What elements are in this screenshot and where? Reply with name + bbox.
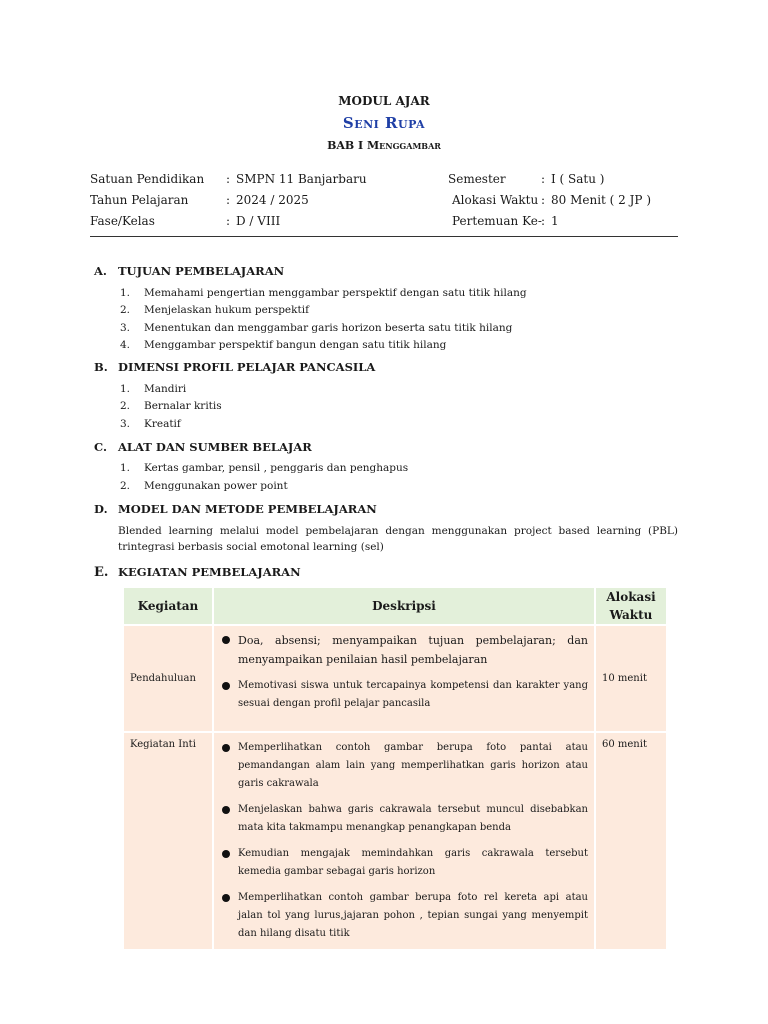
- list-item: Memperlihatkan contoh gambar berupa foto rel kereta api atau jalan tol yang lurus,jajaran pohon , tepian sungai yang menyempit dan hilang disatu titik: [220, 889, 588, 943]
- satuan-label: Satuan Pendidikan: [90, 172, 205, 186]
- row-kegiatan: Pendahuluan: [124, 626, 212, 731]
- fase-sep: :: [226, 214, 231, 228]
- alokasi-sep: :: [541, 193, 546, 207]
- pertemuan-sep: :: [541, 214, 546, 228]
- list-item: Memperlihatkan contoh gambar berupa foto pantai atau pemandangan alam lain yang memperlihatkan garis horizon atau garis cakrawala: [220, 739, 588, 793]
- header-alokasi: Alokasi Waktu: [596, 588, 666, 624]
- list-item: 2. Bernalar kritis: [120, 400, 222, 412]
- list-item: Doa, absensi; menyampaikan tujuan pembelajaran; dan menyampaikan penilaian hasil pembelajaran: [220, 631, 588, 669]
- header-divider: [90, 236, 678, 237]
- list-item: Kemudian mengajak memindahkan garis cakrawala tersebut kemedia gambar sebagai garis horizon: [220, 845, 588, 881]
- list-item: 3. Kreatif: [120, 418, 181, 430]
- satuan-value: SMPN 11 Banjarbaru: [236, 172, 367, 186]
- table-header-row: [124, 588, 666, 624]
- list-item: 2. Menjelaskan hukum perspektif: [120, 304, 309, 316]
- section-e-heading: E. KEGIATAN PEMBELAJARAN: [94, 565, 301, 580]
- subject-title: Seni Rupa: [342, 114, 426, 132]
- list-item: 1. Mandiri: [120, 383, 187, 395]
- row-deskripsi: [214, 626, 594, 731]
- pertemuan-label: Pertemuan Ke-: [452, 214, 542, 228]
- satuan-sep: :: [226, 172, 231, 186]
- section-c-heading: C. ALAT DAN SUMBER BELAJAR: [94, 440, 312, 454]
- fase-label: Fase/Kelas: [90, 214, 155, 228]
- bullet-icon: [222, 636, 230, 644]
- section-a-heading: A. TUJUAN PEMBELAJARAN: [94, 264, 285, 278]
- bullet-icon: [222, 850, 230, 858]
- activities-table: [122, 586, 668, 951]
- semester-label: Semester: [448, 172, 506, 186]
- list-item: 1. Kertas gambar, pensil , penggaris dan penghapus: [120, 462, 409, 474]
- row-waktu: 10 menit: [596, 626, 666, 731]
- table-row: [124, 626, 666, 731]
- section-b-heading: B. DIMENSI PROFIL PELAJAR PANCASILA: [94, 360, 376, 374]
- tahun-sep: :: [226, 193, 231, 207]
- pertemuan-value: 1: [551, 214, 559, 228]
- chapter-title: BAB I Menggambar: [327, 139, 441, 152]
- fase-value: D / VIII: [236, 214, 281, 228]
- semester-sep: :: [541, 172, 546, 186]
- table-row: [124, 733, 666, 949]
- list-item: 4. Menggambar perspektif bangun dengan satu titik hilang: [120, 339, 447, 351]
- alokasi-label: Alokasi Waktu: [452, 193, 539, 207]
- bullet-icon: [222, 806, 230, 814]
- section-d-heading: D. MODEL DAN METODE PEMBELAJARAN: [94, 502, 377, 516]
- row-waktu: 60 menit: [596, 733, 666, 949]
- list-item: Menjelaskan bahwa garis cakrawala tersebut muncul disebabkan mata kita takmampu menangkap penangkapan benda: [220, 801, 588, 837]
- semester-value: I ( Satu ): [551, 172, 605, 186]
- list-item: 2. Menggunakan power point: [120, 480, 288, 492]
- bullet-icon: [222, 682, 230, 690]
- module-title: MODUL AJAR: [338, 94, 430, 108]
- list-item: 1. Memahami pengertian menggambar perspektif dengan satu titik hilang: [120, 287, 527, 299]
- bullet-icon: [222, 744, 230, 752]
- list-item: Memotivasi siswa untuk tercapainya kompetensi dan karakter yang sesuai dengan profil pelajar pancasila: [220, 677, 588, 713]
- row-kegiatan: Kegiatan Inti: [124, 733, 212, 949]
- header-deskripsi: Deskripsi: [214, 588, 594, 624]
- tahun-label: Tahun Pelajaran: [90, 193, 189, 207]
- row-deskripsi: [214, 733, 594, 949]
- tahun-value: 2024 / 2025: [236, 193, 309, 207]
- section-d-text: Blended learning melalui model pembelajaran dengan menggunakan project based learning (PBL) trintegrasi berbasis social emotonal learning (sel): [118, 525, 678, 553]
- list-item: 3. Menentukan dan menggambar garis horizon beserta satu titik hilang: [120, 322, 513, 334]
- header-kegiatan: Kegiatan: [124, 588, 212, 624]
- bullet-icon: [222, 894, 230, 902]
- alokasi-value: 80 Menit ( 2 JP ): [551, 193, 652, 207]
